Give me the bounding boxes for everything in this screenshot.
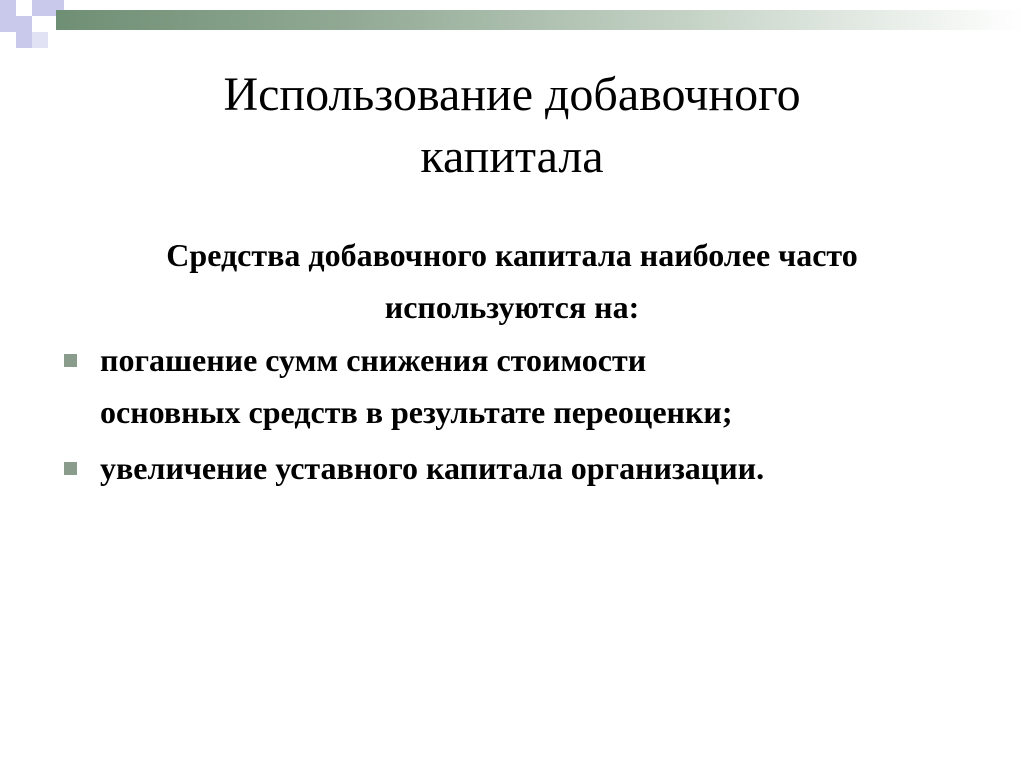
top-decor-band [0, 0, 1024, 40]
gradient-bar [56, 10, 1024, 30]
decor-square [0, 0, 16, 16]
bullet-item [62, 334, 982, 438]
bullet-item [62, 442, 982, 494]
decor-square [32, 32, 48, 48]
square-bullet-icon [64, 462, 77, 475]
bullet-text [100, 334, 982, 438]
bullet-list [62, 334, 982, 498]
slide-subtitle [40, 229, 984, 333]
bullet-line: увеличение уставного капитала организации. [100, 450, 765, 486]
bullet-line: погашение сумм снижения стоимости [100, 342, 647, 378]
decor-square [16, 0, 32, 16]
slide-subtitle-line: используются на: [384, 289, 640, 325]
decor-square [0, 16, 16, 32]
decor-square [16, 16, 32, 32]
decor-square [32, 16, 48, 32]
bullet-text [100, 442, 982, 494]
bullet-line: основных средств в результате переоценки; [100, 394, 733, 430]
square-bullet-icon [64, 354, 77, 367]
slide-title [120, 64, 904, 188]
slide-subtitle-line: Средства добавочного капитала наиболее часто [166, 237, 858, 273]
slide-title-line: Использование добавочного [223, 68, 801, 121]
decor-square [32, 0, 48, 16]
decor-square [16, 32, 32, 48]
slide-title-line: капитала [420, 130, 604, 183]
